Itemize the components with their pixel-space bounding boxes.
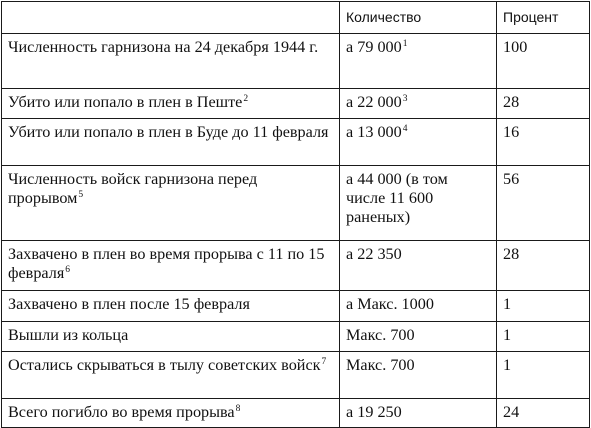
category-text: Вышли из кольца bbox=[8, 326, 129, 344]
row-category bbox=[2, 34, 340, 89]
row-percent: 56 bbox=[497, 166, 590, 241]
table-row bbox=[2, 89, 590, 119]
footnote-marker: 5 bbox=[78, 190, 84, 200]
row-quantity bbox=[340, 352, 497, 399]
category-text: Численность войск гарнизона перед прорывом bbox=[8, 170, 258, 207]
garrison-losses-table bbox=[1, 1, 590, 428]
header-quantity: Количество bbox=[340, 2, 497, 34]
header-category bbox=[2, 2, 340, 34]
footnote-marker: 2 bbox=[243, 94, 249, 104]
row-quantity bbox=[340, 241, 497, 291]
table-row bbox=[2, 322, 590, 352]
row-category bbox=[2, 291, 340, 322]
row-category bbox=[2, 89, 340, 119]
row-percent: 100 bbox=[497, 34, 590, 89]
footnote-marker: 3 bbox=[402, 94, 408, 104]
category-text: Всего погибло во время прорыва bbox=[8, 403, 235, 421]
category-text: Численность гарнизона на 24 декабря 1944 г. bbox=[8, 38, 319, 56]
category-text: Убито или попало в плен в Пеште bbox=[8, 93, 243, 111]
row-percent: 1 bbox=[497, 322, 590, 352]
row-percent: 24 bbox=[497, 399, 590, 428]
row-percent: 28 bbox=[497, 241, 590, 291]
table-row bbox=[2, 291, 590, 322]
table-row bbox=[2, 166, 590, 241]
row-quantity bbox=[340, 119, 497, 166]
row-category bbox=[2, 352, 340, 399]
row-percent: 16 bbox=[497, 119, 590, 166]
row-category bbox=[2, 399, 340, 428]
table-row bbox=[2, 34, 590, 89]
footnote-marker: 8 bbox=[235, 404, 241, 414]
footnote-marker: 7 bbox=[321, 357, 327, 367]
quantity-text: а 13 000 bbox=[346, 123, 402, 141]
category-text: Остались скрываться в тылу советских войск bbox=[8, 356, 321, 374]
row-percent: 1 bbox=[497, 352, 590, 399]
row-quantity bbox=[340, 291, 497, 322]
row-percent: 28 bbox=[497, 89, 590, 119]
footnote-marker: 4 bbox=[402, 124, 408, 134]
table-row bbox=[2, 119, 590, 166]
row-category bbox=[2, 166, 340, 241]
quantity-text: Макс. 700 bbox=[346, 356, 415, 374]
table-header-row bbox=[2, 2, 590, 34]
footnote-marker: 1 bbox=[402, 39, 408, 49]
category-text: Захвачено в плен после 15 февраля bbox=[8, 295, 250, 313]
header-percent: Процент bbox=[497, 2, 590, 34]
table-row bbox=[2, 399, 590, 428]
row-quantity bbox=[340, 34, 497, 89]
row-quantity bbox=[340, 399, 497, 428]
category-text: Убито или попало в плен в Буде до 11 февраля bbox=[8, 123, 329, 141]
row-category bbox=[2, 119, 340, 166]
category-text: Захвачено в плен во время прорыва с 11 по 15 февраля bbox=[8, 245, 325, 282]
table-row bbox=[2, 241, 590, 291]
quantity-text: а 22 350 bbox=[346, 245, 402, 263]
quantity-text: Макс. 700 bbox=[346, 326, 415, 344]
quantity-text: а 19 250 bbox=[346, 403, 402, 421]
quantity-text: а 44 000 (в том числе 11 600 раненых) bbox=[346, 170, 448, 226]
row-quantity bbox=[340, 89, 497, 119]
quantity-text: а Макс. 1000 bbox=[346, 295, 434, 313]
row-category bbox=[2, 241, 340, 291]
table-row bbox=[2, 352, 590, 399]
row-quantity bbox=[340, 322, 497, 352]
quantity-text: а 22 000 bbox=[346, 93, 402, 111]
footnote-marker: 6 bbox=[65, 265, 71, 275]
quantity-text: а 79 000 bbox=[346, 38, 402, 56]
row-quantity bbox=[340, 166, 497, 241]
row-category bbox=[2, 322, 340, 352]
row-percent: 1 bbox=[497, 291, 590, 322]
